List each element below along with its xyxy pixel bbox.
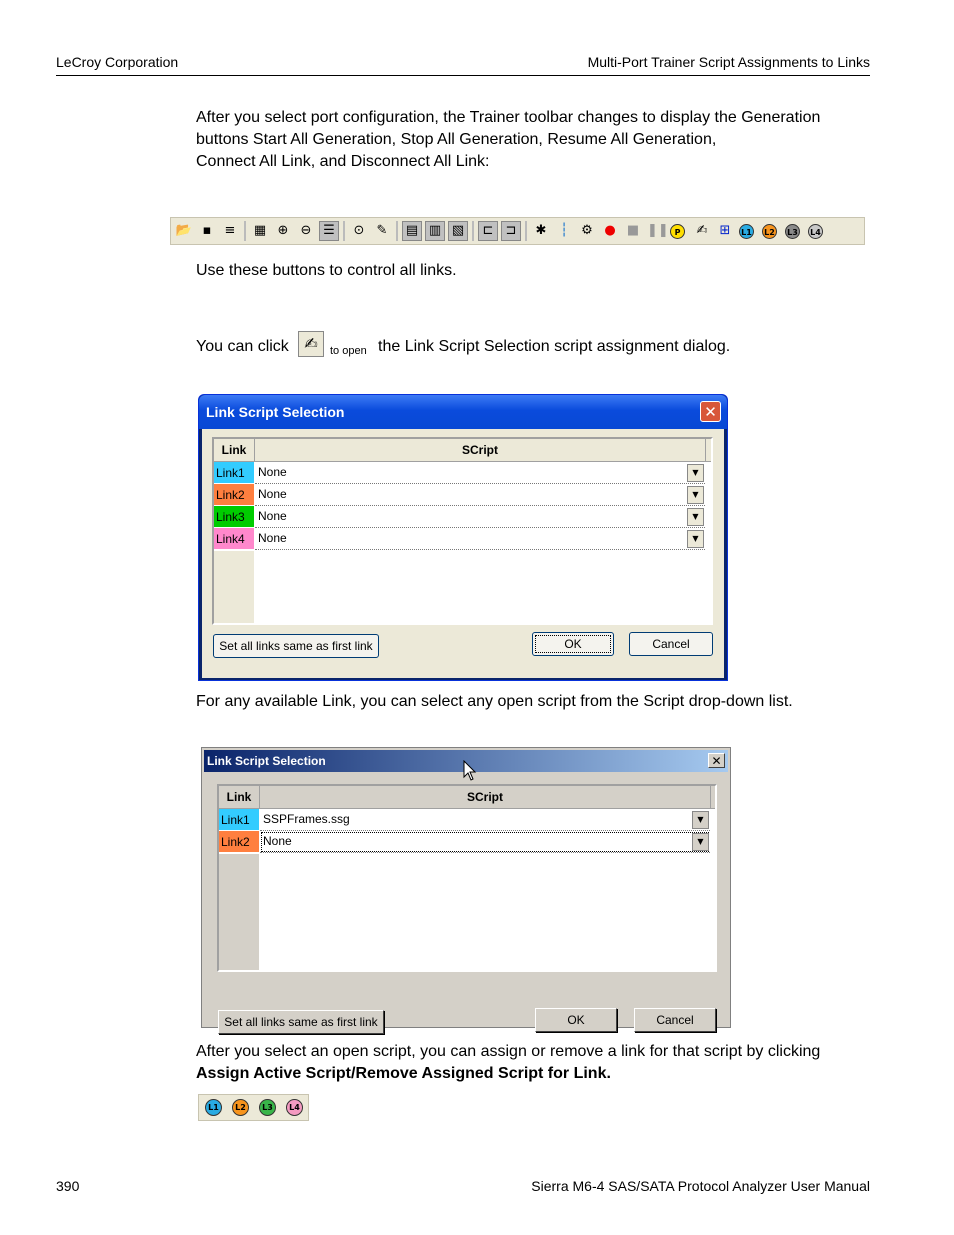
select-script-text: For any available Link, you can select any open script from the Script drop-down list. [196,693,793,710]
l2-icon[interactable]: L2 [232,1099,249,1116]
link-script-selection-dialog [198,394,728,681]
script-select[interactable]: SSPFrames.ssg [260,809,710,831]
click-text-small: to open [330,345,367,357]
script-grid [212,437,713,625]
chevron-down-icon[interactable]: ▼ [687,530,704,548]
trainer-toolbar [170,217,865,245]
link-cell: Link1 [214,462,254,484]
assign-script-icon[interactable]: ✍ [696,223,708,238]
record-icon[interactable]: ● [604,223,616,238]
click-text-after: the Link Script Selection script assignment dialog. [378,338,731,355]
script-select[interactable]: None [255,462,705,484]
find-icon[interactable]: ✎ [376,223,388,238]
save-icon[interactable]: ▪ [202,223,212,238]
l1-icon[interactable]: L1 [205,1099,222,1116]
close-icon[interactable]: ✕ [708,753,725,768]
ok-button[interactable]: OK [535,1008,617,1032]
connect-all-link-icon[interactable]: ⊏ [479,222,497,240]
assign-script-icon[interactable]: ✍ [298,331,324,357]
cancel-button[interactable]: Cancel [634,1008,716,1032]
p-link-icon[interactable]: P [670,224,685,239]
chevron-down-icon[interactable]: ▼ [687,464,704,482]
mouse-cursor-icon [463,760,477,782]
dialog-body [202,429,724,678]
link-cell: Link1 [219,809,259,831]
resume-all-generation-icon[interactable]: ▧ [449,222,467,240]
grid-header [214,439,711,462]
grid-view-icon[interactable]: ⊞ [719,223,731,238]
footer-manual-title: Sierra M6-4 SAS/SATA Protocol Analyzer User Manual [531,1178,870,1194]
intro-paragraph [196,107,820,173]
toolbar-separator [396,221,398,241]
l2-icon[interactable]: L2 [762,224,777,239]
zoom-out-icon[interactable]: ⊖ [300,223,312,238]
intro-line-3: Connect All Link, and Disconnect All Link: [196,153,490,170]
grid-header [219,786,715,809]
set-all-links-same-button[interactable]: Set all links same as first link [213,634,379,658]
assign-paragraph [196,1041,820,1085]
link-cell: Link4 [214,528,254,550]
assign-line-1: After you select an open script, you can assign or remove a link for that script by clicking [196,1043,821,1060]
grid-row-header-filler [219,854,259,970]
close-icon[interactable]: ✕ [700,401,721,422]
click-text-before: You can click [196,338,289,355]
column-link: Link [219,786,260,808]
dialog-body [204,772,728,1029]
chevron-down-icon[interactable]: ▼ [692,811,709,829]
binoculars-icon[interactable]: ⊙ [353,223,365,238]
grid-icon[interactable]: ▦ [253,223,267,238]
assign-line-bold: Assign Active Script/Remove Assigned Script for Link. [196,1065,611,1082]
chevron-down-icon[interactable]: ▼ [692,833,709,851]
dialog-title-bar [199,395,727,429]
l1-icon[interactable]: L1 [739,224,754,239]
script-select[interactable]: None [255,528,705,550]
chevron-down-icon[interactable]: ▼ [687,486,704,504]
pause-icon[interactable]: ❚❚ [647,223,669,238]
column-link: Link [214,439,255,461]
script-select[interactable]: None [255,506,705,528]
start-all-generation-icon[interactable]: ▤ [403,222,421,240]
l3-icon[interactable]: L3 [259,1099,276,1116]
header-rule [56,75,870,76]
l3-icon[interactable]: L3 [785,224,800,239]
header-company: LeCroy Corporation [56,54,179,70]
l4-icon[interactable]: L4 [286,1099,303,1116]
grid-row-header-filler [214,551,254,623]
zoom-in-icon[interactable]: ⊕ [277,223,289,238]
script-select[interactable]: None [260,831,710,853]
column-script: SCript [260,786,711,808]
link-cell: Link2 [214,484,254,506]
settings-icon[interactable]: ⚙ [581,223,593,238]
toolbar-separator [525,221,527,241]
cancel-button[interactable]: Cancel [629,632,713,656]
tools-icon[interactable]: ✱ [535,223,547,238]
stop-icon[interactable]: ■ [626,223,640,238]
script-select[interactable]: None [255,484,705,506]
script-grid [217,784,717,972]
ruler-icon[interactable]: ┆ [560,223,568,238]
link-cell: Link2 [219,831,259,853]
l4-icon[interactable]: L4 [808,224,823,239]
intro-line-1: After you select port configuration, the Trainer toolbar changes to display the Generation [196,109,821,126]
ok-button[interactable]: OK [532,632,614,656]
toolbar-separator [343,221,345,241]
toolbar-separator [244,221,246,241]
intro-line-2: buttons Start All Generation, Stop All Generation, Resume All Generation, [196,131,717,148]
properties-icon[interactable]: ≡ [224,223,236,238]
control-links-text: Use these buttons to control all links. [196,262,457,279]
link-script-selection-dialog-classic [201,747,731,1028]
stop-all-generation-icon[interactable]: ▥ [426,222,444,240]
open-folder-icon[interactable]: 📂 [175,223,193,238]
page-number: 390 [56,1178,80,1194]
chevron-down-icon[interactable]: ▼ [687,508,704,526]
link-cell: Link3 [214,506,254,528]
toolbar-separator [472,221,474,241]
layout-icon[interactable]: ☰ [320,222,338,240]
dialog-title: Link Script Selection [206,404,345,420]
header-section-title: Multi-Port Trainer Script Assignments to Links [587,54,870,70]
dialog-title: Link Script Selection [207,754,326,768]
column-script: SCript [255,439,706,461]
link-assign-strip [198,1094,309,1121]
disconnect-all-link-icon[interactable]: ⊐ [502,222,520,240]
set-all-links-same-button[interactable]: Set all links same as first link [218,1010,384,1034]
